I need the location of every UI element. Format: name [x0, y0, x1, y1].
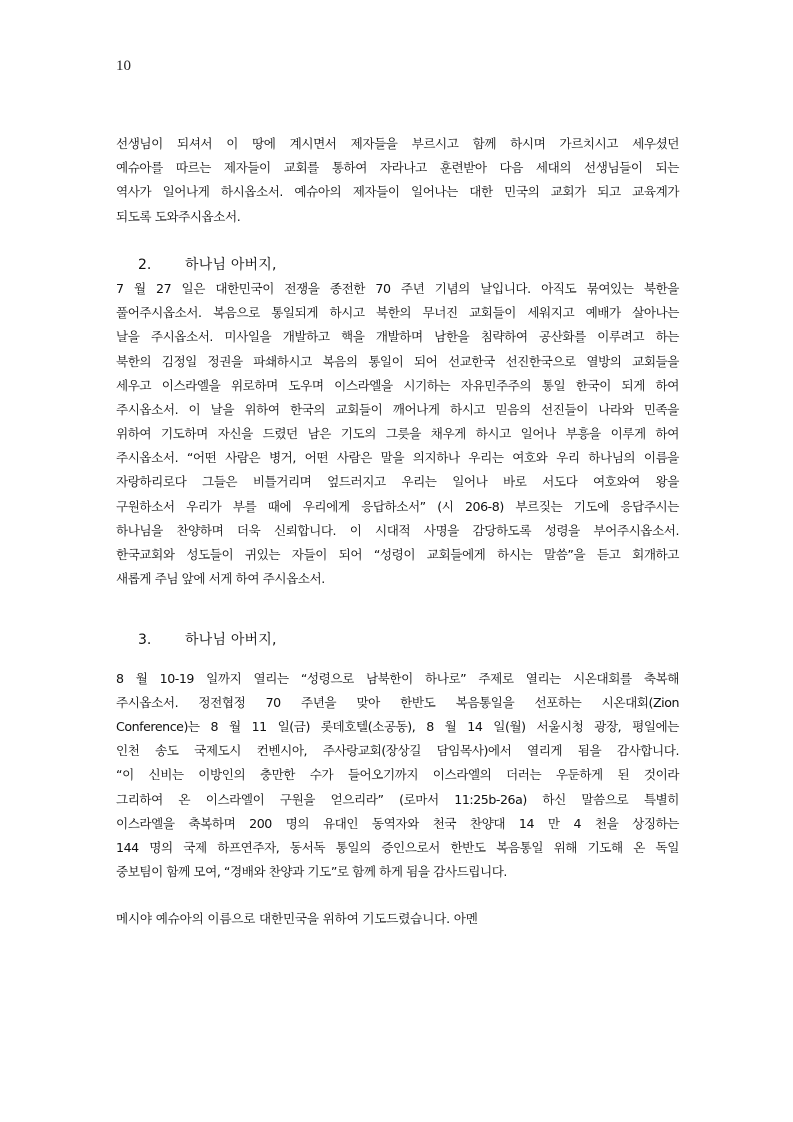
text-line: 새롭게 주님 앞에 서게 하여 주시옵소서.: [116, 571, 325, 587]
page-number: 10: [116, 58, 131, 74]
text-line: 자랑하리로다 그들은 비틀거리며 엎드러지고 우리는 일어나 바로 서도다 여호와여 왕을: [116, 474, 679, 490]
section-number: 3.: [138, 632, 152, 649]
text-line: 한국교회와 성도들이 귀있는 자들이 되어 “성령이 교회들에게 하시는 말씀”을 듣고 회개하고: [116, 547, 679, 562]
text-line: “이 신비는 이방인의 충만한 수가 들어오기까지 이스라엘의 더러는 우둔하게 된 것이라: [116, 767, 679, 783]
closing-prayer: 메시야 예슈아의 이름으로 대한민국을 위하여 기도드렸습니다. 아멘: [116, 911, 478, 927]
section-title: 하나님 아버지,: [185, 632, 277, 649]
text-line: 예슈아를 따르는 제자들이 교회를 통하여 자라나고 훈련받아 다음 세대의 선생님들이 되는: [116, 160, 679, 176]
text-line: 구원하소서 우리가 부를 때에 우리에게 응답하소서” (시 206-8) 부르짖는 기도에 응답주시는: [116, 498, 679, 514]
paragraph-intro: [116, 132, 679, 229]
section-heading-2: [116, 253, 679, 277]
text-line: 되도록 도와주시옵소서.: [116, 208, 241, 224]
text-line: 인천 송도 국제도시 컨벤시아, 주사랑교회(장상길 담임목사)에서 열리게 됨을 감사합니다.: [116, 743, 679, 759]
text-line: 날을 주시옵소서. 미사일을 개발하고 핵을 개발하며 남한을 침략하여 공산화를 이루려고 하는: [116, 329, 679, 345]
text-line: 7 월 27 일은 대한민국이 전쟁을 종전한 70 주년 기념의 날입니다. 아직도 묶여있는 북한을: [116, 280, 679, 296]
text-line: 주시옵소서. “어떤 사람은 병거, 어떤 사람은 말을 의지하나 우리는 여호와 우리 하나님의 이름을: [116, 450, 679, 466]
text-line: 이스라엘을 축복하며 200 명의 유대인 동역자와 천국 찬양대 14 만 4 천을 상징하는: [116, 815, 679, 831]
text-line: 역사가 일어나게 하시옵소서. 예슈아의 제자들이 일어나는 대한 민국의 교회가 되고 교육계가: [116, 184, 679, 200]
text-line: 풀어주시옵소서. 복음으로 통일되게 하시고 북한의 무너진 교회들이 세워지고 예배가 살아나는: [116, 305, 679, 321]
text-line: 중보팀이 함께 모여, “경배와 찬양과 기도”로 함께 하게 됨을 감사드립니다.: [116, 864, 507, 880]
text-line: 그리하여 온 이스라엘이 구원을 얻으리라” (로마서 11:25b-26a) 하신 말씀으로 특별히: [116, 791, 679, 807]
text-line: 하나님을 찬양하며 더욱 신뢰합니다. 이 시대적 사명을 감당하도록 성령을 부어주시옵소서.: [116, 522, 679, 538]
paragraph-section-2: [116, 277, 679, 591]
section-heading-3: [116, 628, 679, 652]
section-title: 하나님 아버지,: [185, 256, 277, 273]
text-line: 8 월 10-19 일까지 열리는 “성령으로 남북한이 하나로” 주제로 열리는 시온대회를 축복해: [116, 670, 679, 686]
document-body: [116, 132, 679, 931]
text-line: 위하여 기도하며 자신을 드렸던 남은 기도의 그릇을 채우게 하시고 일어나 부흥을 이루게 하여: [116, 426, 679, 442]
section-number: 2.: [138, 256, 152, 273]
text-line: 세우고 이스라엘을 위로하며 도우며 이스라엘을 시기하는 자유민주주의 통일 한국이 되게 하여: [116, 377, 679, 393]
text-line: 주시옵소서. 정전협정 70 주년을 맞아 한반도 복음통일을 선포하는 시온대회(Zion: [116, 694, 679, 710]
text-line: 북한의 김정일 정권을 파쇄하시고 복음의 통일이 되어 선교한국 선진한국으로 열방의 교회들을: [116, 353, 679, 369]
text-line: 선생님이 되셔서 이 땅에 계시면서 제자들을 부르시고 함께 하시며 가르치시고 세우셨던: [116, 136, 679, 151]
paragraph-section-3: [116, 667, 679, 885]
text-line: 주시옵소서. 이 날을 위하여 한국의 교회들이 깨어나게 하시고 믿음의 선진들이 나라와 민족을: [116, 401, 679, 417]
text-line: 144 명의 국제 하프연주자, 동서독 통일의 증인으로서 한반도 복음통일 위해 기도해 온 독일: [116, 839, 679, 855]
text-line: Conference)는 8 월 11 일(금) 롯데호텔(소공동), 8 월 14 일(월) 서울시청 광장, 평일에는: [116, 718, 679, 734]
